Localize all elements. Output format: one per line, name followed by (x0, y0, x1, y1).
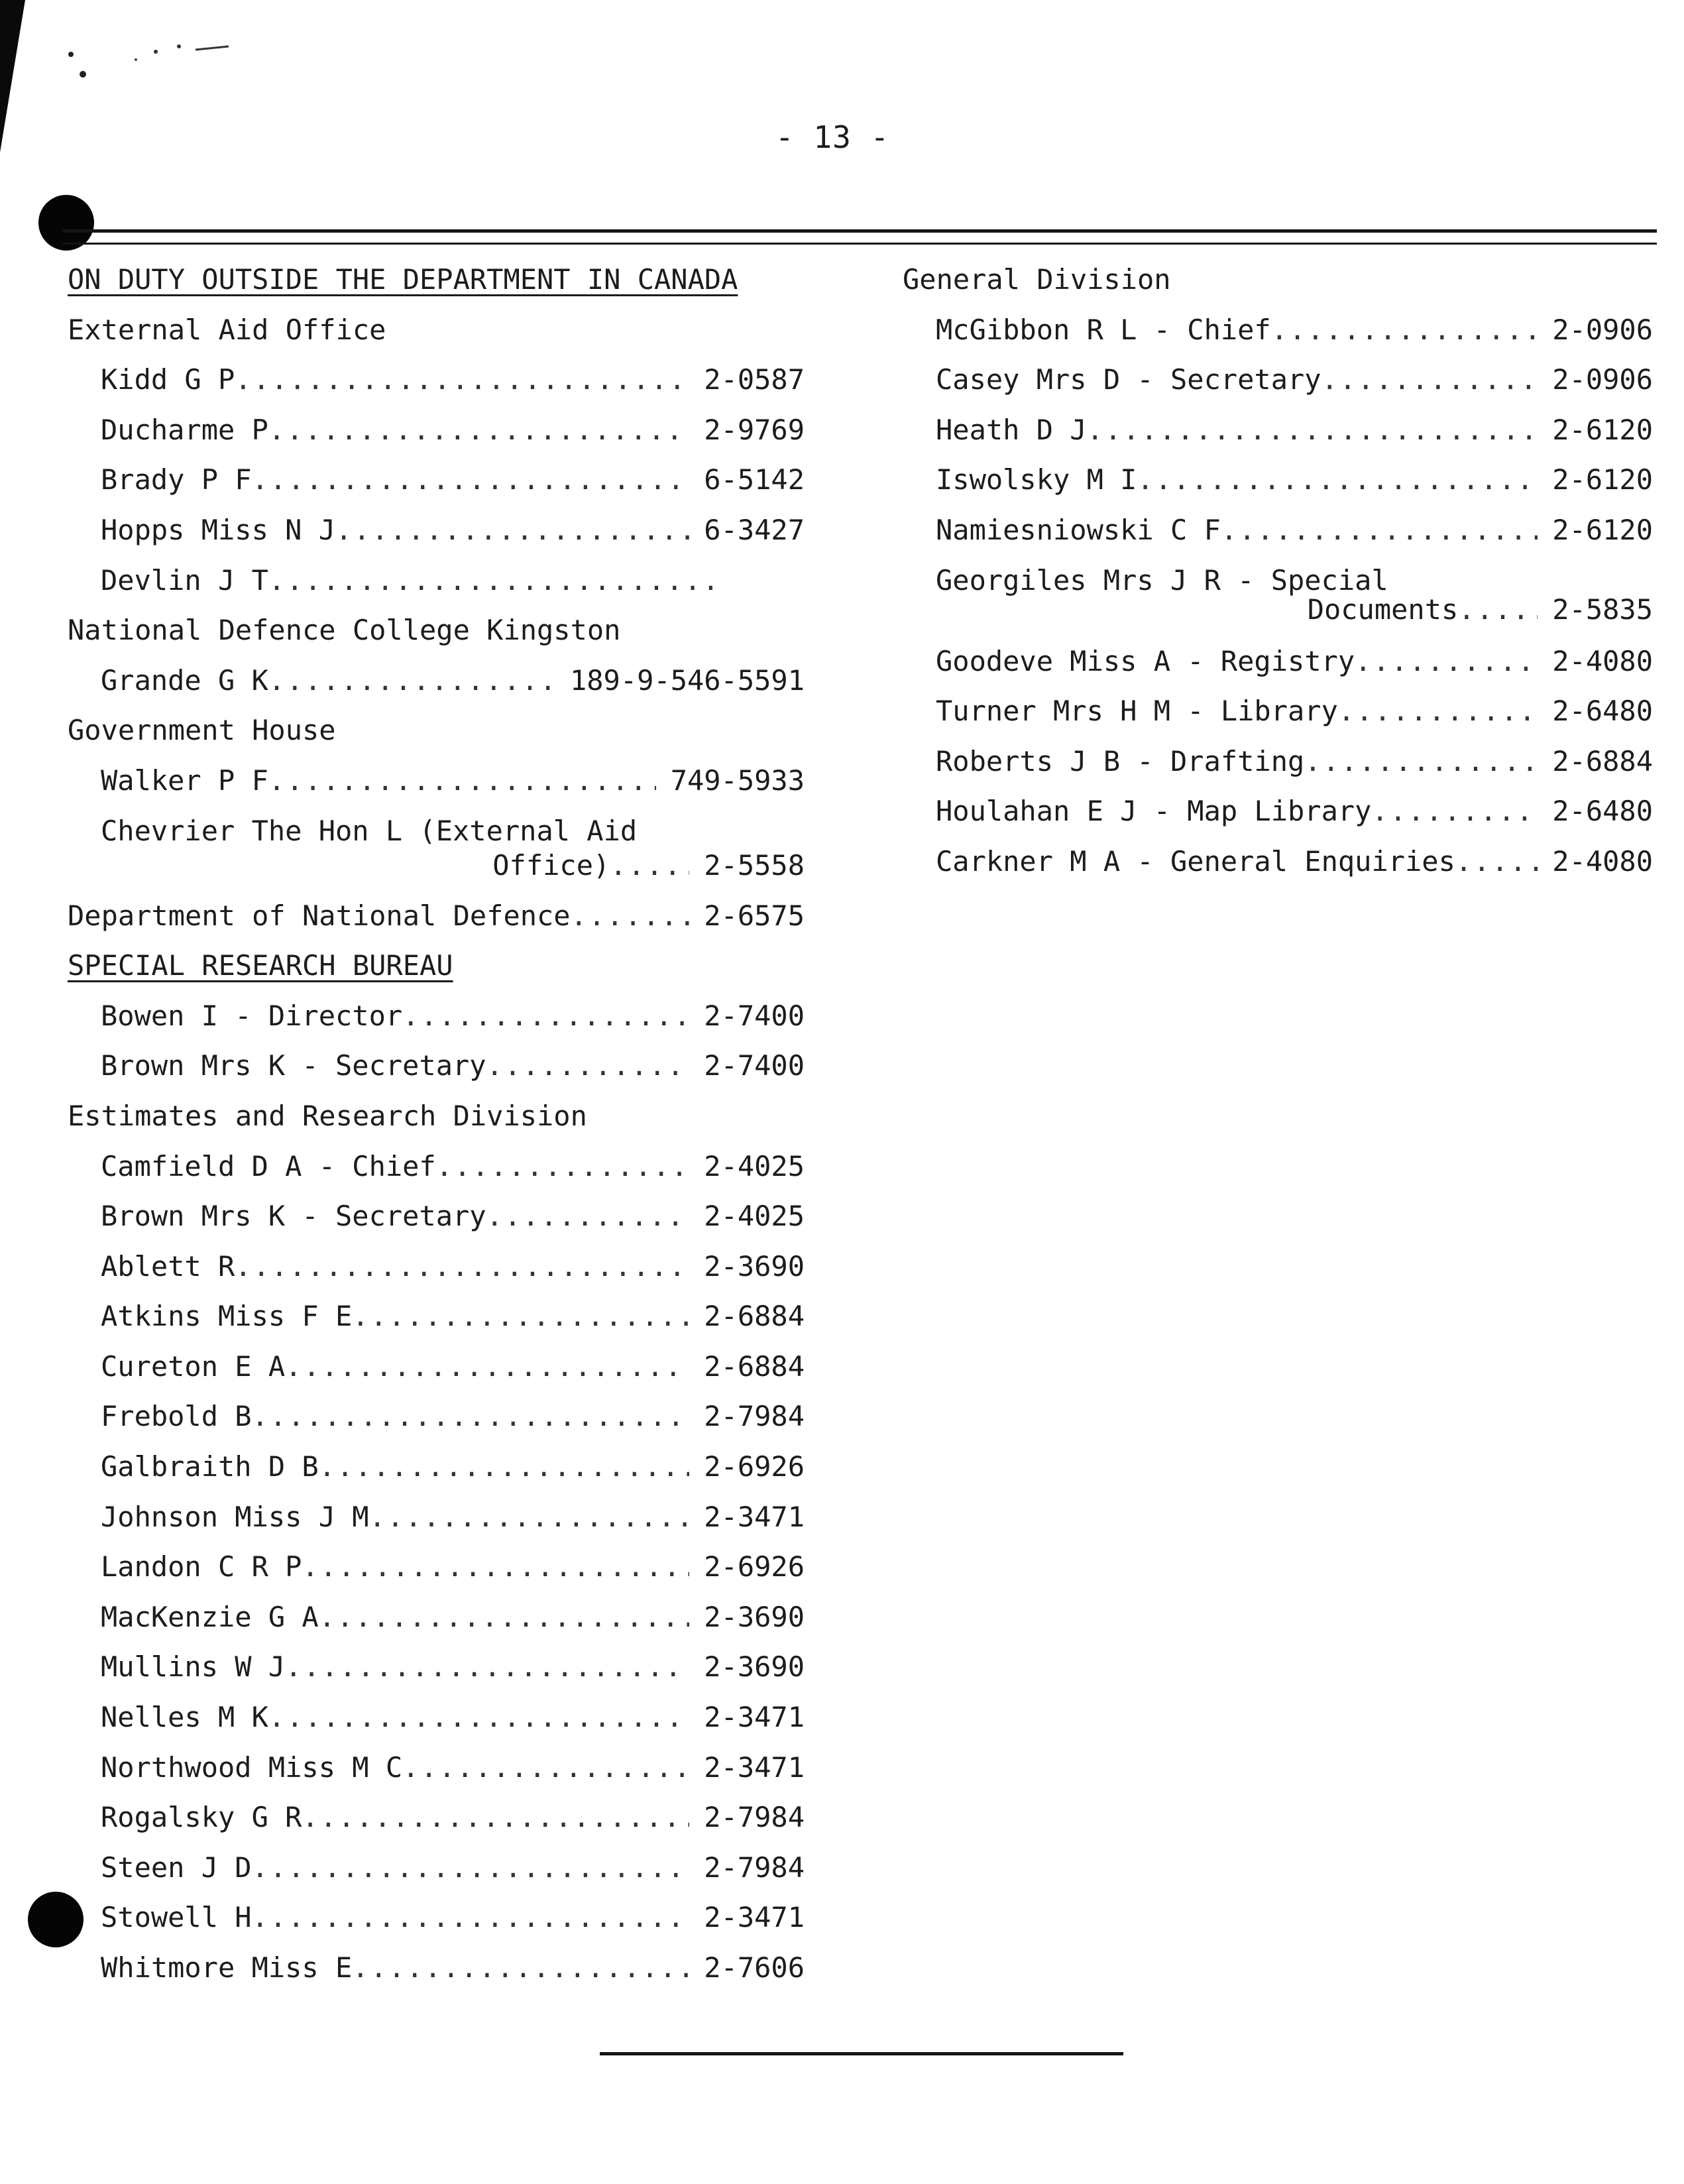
group-label: National Defence College Kingston (68, 614, 621, 647)
leader-dots (486, 1041, 690, 1091)
entry-name: Frebold B (101, 1400, 252, 1433)
leader-dots (319, 1592, 690, 1642)
leader-dots: ......................... (268, 563, 721, 597)
section-heading: ON DUTY OUTSIDE THE DEPARTMENT IN CANADA (68, 263, 738, 296)
leader-dots (1321, 355, 1538, 405)
directory-entry (68, 1041, 805, 1091)
entry-phone: 2-7984 (704, 1400, 805, 1433)
entry-name: Roberts J B - Drafting (936, 744, 1305, 777)
entry-name: Bowen I - Director (101, 999, 403, 1032)
leader-dots (402, 991, 689, 1041)
entry-phone: 2-0906 (1552, 313, 1653, 346)
entry-phone (720, 555, 735, 606)
directory-entry (68, 991, 805, 1041)
entry-phone: 2-6926 (704, 1550, 805, 1583)
leader-dots (1371, 786, 1538, 836)
entry-phone: 2-6480 (1552, 695, 1653, 728)
entry-name: Grande G K (101, 663, 268, 697)
leader-dots (1137, 455, 1538, 505)
directory-entry (68, 1492, 805, 1542)
directory-entry (68, 1191, 805, 1241)
directory-entry (68, 1442, 805, 1492)
entry-phone: 2-6926 (704, 1450, 805, 1483)
entry-phone: 2-0906 (1552, 363, 1653, 396)
entry-name: Johnson Miss J M (101, 1500, 369, 1533)
directory-entry (903, 505, 1653, 555)
entry-name: Camfield D A - Chief (101, 1149, 436, 1182)
leader-dots (302, 1792, 689, 1843)
entry-phone: 2-7606 (704, 1951, 805, 1984)
entry-phone: 6-5142 (704, 463, 805, 496)
entry-phone: 2-4080 (1552, 844, 1653, 878)
entry-name: Nelles M K (101, 1701, 268, 1734)
entry-name: Houlahan E J - Map Library (936, 795, 1372, 828)
directory-entry (68, 1692, 805, 1743)
entry-name: Casey Mrs D - Secretary (936, 363, 1321, 396)
entry-phone: 2-0587 (704, 363, 805, 396)
leader-dots (352, 1943, 689, 1993)
leader-dots (1338, 686, 1538, 736)
leader-dots (252, 1843, 690, 1893)
leader-dots (285, 1642, 689, 1692)
leader-dots (1271, 305, 1538, 355)
directory-entry (903, 736, 1653, 787)
entry-name: Carkner M A - General Enquiries (936, 844, 1455, 878)
leader-dots (369, 1492, 690, 1542)
entry-phone: 749-5933 (670, 764, 805, 797)
directory-entry-dnd: Department of National Defence ..... 2-6575 (68, 891, 805, 941)
leader-dots (1087, 405, 1538, 455)
entry-name: Landon C R P (101, 1550, 302, 1583)
directory-entry (903, 355, 1653, 405)
entry-phone: 2-7400 (704, 1049, 805, 1082)
entry-name: Stowell H (101, 1901, 252, 1934)
entry-phone: 2-4025 (704, 1149, 805, 1182)
entry-phone: 2-3471 (704, 1901, 805, 1934)
entry-name: Atkins Miss F E (101, 1300, 353, 1333)
entry-name: Walker P F (101, 764, 268, 797)
entry-name: McGibbon R L - Chief (936, 313, 1271, 346)
directory-entry (68, 1391, 805, 1442)
header-rule (63, 229, 1657, 233)
entry-phone: 189-9-546-5591 (569, 663, 805, 697)
leader-dots (352, 1291, 689, 1342)
header-rule-thin (63, 243, 1657, 245)
scan-specks (56, 20, 255, 99)
directory-entry (903, 786, 1653, 836)
directory-entry-georgiles: Georgiles Mrs J R - Special Documents ...... 2-5835 (903, 555, 1653, 636)
entry-phone: 2-6120 (1552, 513, 1653, 546)
entry-phone: 2-6480 (1552, 795, 1653, 828)
directory-entry (68, 555, 805, 606)
entry-name: Mullins W J (101, 1650, 286, 1684)
leader-dots (252, 455, 690, 505)
leader-dots (268, 1692, 689, 1743)
entry-phone: 2-6884 (704, 1350, 805, 1383)
leader-dots (402, 1743, 689, 1793)
directory-entry (903, 836, 1653, 887)
directory-entry (68, 1141, 805, 1192)
entry-name: Cureton E A (101, 1350, 286, 1383)
entry-phone: 2-3471 (704, 1500, 805, 1533)
entry-phone: 6-3427 (704, 513, 805, 546)
right-column (903, 255, 1653, 887)
entry-name: Steen J D (101, 1851, 252, 1884)
leader-dots (486, 1191, 690, 1241)
entry-name: Ablett R (101, 1249, 235, 1283)
leader-dots (252, 1892, 690, 1943)
directory-entry (68, 1241, 805, 1292)
entry-name: MacKenzie G A (101, 1600, 319, 1633)
directory-entry (68, 455, 805, 505)
entry-phone: 2-7400 (704, 999, 805, 1032)
directory-entry (903, 636, 1653, 687)
directory-entry (68, 656, 805, 706)
directory-entry (68, 355, 805, 405)
entry-name: Galbraith D B (101, 1450, 319, 1483)
entry-name: Hopps Miss N J (101, 513, 336, 546)
leader-dots (268, 656, 555, 706)
leader-dots (235, 1241, 689, 1292)
group-label: Government House (68, 714, 336, 747)
leader-dots (252, 1391, 690, 1442)
leader-dots (268, 405, 689, 455)
directory-entry (68, 756, 805, 806)
directory-entry (68, 1843, 805, 1893)
entry-name: Namiesniowski C F (936, 513, 1221, 546)
entry-phone: 2-6884 (704, 1300, 805, 1333)
directory-entry (68, 1592, 805, 1642)
entry-phone: 2-6120 (1552, 463, 1653, 496)
leader-dots (302, 1542, 689, 1592)
entry-name: Goodeve Miss A - Registry (936, 644, 1355, 677)
entry-phone: 2-9769 (704, 413, 805, 446)
leader-dots (268, 756, 656, 806)
entry-name: Ducharme P (101, 413, 268, 446)
directory-entry-chevrier: Chevrier The Hon L (External Aid Office) ...... 2-5558 (68, 806, 805, 891)
directory-entry (903, 305, 1653, 355)
entry-name: Turner Mrs H M - Library (936, 695, 1338, 728)
directory-entry (68, 505, 805, 555)
directory-entry (68, 405, 805, 455)
entry-name: Devlin J T (101, 563, 268, 597)
entry-name: Rogalsky G R (101, 1801, 302, 1834)
group-label: General Division (903, 263, 1171, 296)
entry-phone: 2-3471 (704, 1751, 805, 1784)
leader-dots (436, 1141, 690, 1192)
entry-name: Heath D J (936, 413, 1087, 446)
entry-phone: 2-7984 (704, 1801, 805, 1834)
leader-dots (235, 355, 689, 405)
entry-phone: 2-3690 (704, 1650, 805, 1684)
directory-entry (68, 1792, 805, 1843)
entry-name: Brady P F (101, 463, 252, 496)
left-column (68, 255, 805, 1993)
page-number: - 13 - (775, 119, 890, 155)
entry-name: Kidd G P (101, 363, 235, 396)
directory-entry (903, 405, 1653, 455)
entry-phone: 2-6120 (1552, 413, 1653, 446)
entry-phone: 2-7984 (704, 1851, 805, 1884)
entry-phone: 2-3471 (704, 1701, 805, 1734)
directory-entry (903, 455, 1653, 505)
footer-rule (600, 2052, 1123, 2055)
section-heading-srb: SPECIAL RESEARCH BUREAU (68, 949, 453, 982)
entry-phone: 2-6884 (1552, 744, 1653, 777)
leader-dots (1355, 636, 1538, 687)
leader-dots (335, 505, 689, 555)
leader-dots (319, 1442, 690, 1492)
entry-name: Northwood Miss M C (101, 1751, 403, 1784)
group-label: Estimates and Research Division (68, 1099, 587, 1132)
group-label: External Aid Office (68, 313, 386, 346)
directory-entry (68, 1943, 805, 1993)
entry-phone: 2-3690 (704, 1249, 805, 1283)
entry-phone: 2-3690 (704, 1600, 805, 1633)
leader-dots (1455, 836, 1538, 887)
entry-name: Iswolsky M I (936, 463, 1137, 496)
directory-entry (68, 1542, 805, 1592)
leader-dots (285, 1342, 689, 1392)
entry-name: Brown Mrs K - Secretary (101, 1049, 486, 1082)
directory-entry (68, 1743, 805, 1793)
directory-entry (68, 1342, 805, 1392)
entry-phone: 2-4080 (1552, 644, 1653, 677)
leader-dots (1221, 505, 1538, 555)
directory-entry (68, 1291, 805, 1342)
directory-entry (68, 1642, 805, 1692)
leader-dots (1304, 736, 1538, 787)
directory-entry (68, 1892, 805, 1943)
entry-name: Brown Mrs K - Secretary (101, 1200, 486, 1233)
entry-phone: 2-4025 (704, 1200, 805, 1233)
entry-name: Whitmore Miss E (101, 1951, 353, 1984)
directory-entry (903, 686, 1653, 736)
scan-corner-mark (0, 0, 25, 152)
